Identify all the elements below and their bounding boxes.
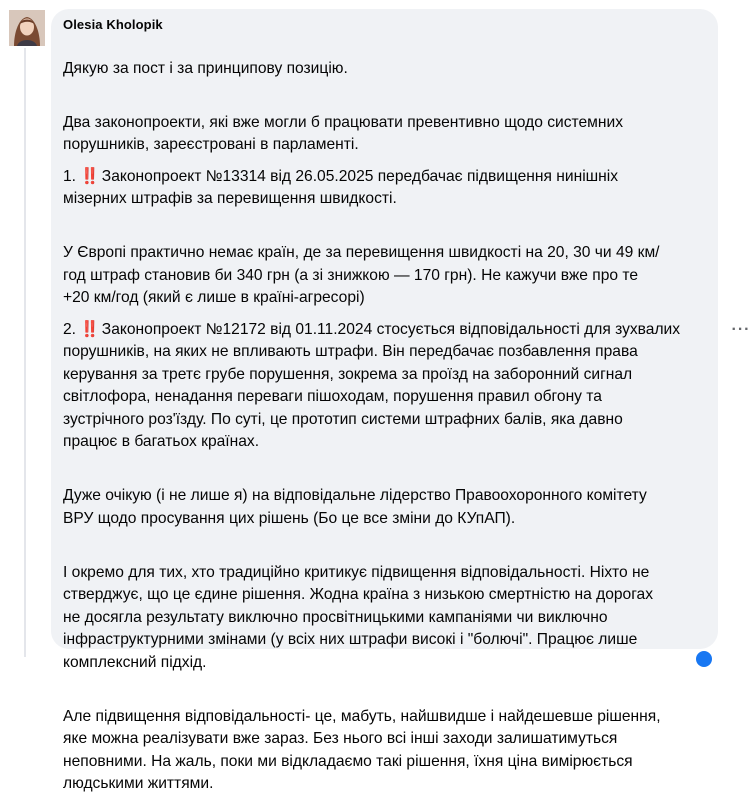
paragraph-text: Законопроект №13314 від 26.05.2025 передбачає підвищення нинішніх мізерних штрафів за перевищення швидкості. — [63, 167, 619, 207]
comment-bubble — [51, 9, 718, 792]
double-exclamation-icon: ‼️ — [80, 320, 97, 338]
double-exclamation-icon: ‼️ — [80, 167, 97, 185]
comment-paragraph — [63, 166, 706, 211]
thread-connector-line — [24, 48, 26, 657]
comment-paragraph — [63, 463, 706, 531]
paragraph-text: І окремо для тих, хто традиційно критикує підвищення відповідальності. Ніхто не стверджує, що це єдине рішення. Жодна країна з низькою смертністю на дорогах не досягла результату виключно просвітницькими кампаніями чи виключно інфраструктурними змінами (у всіх них штрафи високі і "болючі". Працює лише комплексний підхід. — [63, 563, 654, 671]
paragraph-text: Але підвищення відповідальності- це, мабуть, найшвидше і найдешевше рішення, яке можна реалізувати вже зараз. Без нього всі інші заходи залишатимуться неповними. На жаль, поки ми відкладаємо такі рішення, їхня ціна вимірюється людськими життями. — [63, 707, 661, 792]
paragraph-text: Дякую за пост і за принципову позицію. — [63, 59, 348, 77]
paragraph-text: Законопроект №12172 від 01.11.2024 стосується відповідальності для зухвалих порушників, на яких не впливають штрафи. Він передбачає позбавлення права керування за третє грубе порушення, зокрема за проїзд на заборонний сигнал світлофора, ненадання переваги пішоходам, порушення правил обгону та зустрічного роз'їзду. По суті, це прототип системи штрафних балів, яка давно працює в багатьох країнах. — [63, 320, 681, 450]
paragraph-text: Два законопроекти, які вже могли б працювати превентивно щодо системних порушників, зареєстровані в парламенті. — [63, 113, 624, 153]
comment-paragraph — [63, 220, 706, 310]
comment-author[interactable]: Olesia Kholopik — [63, 17, 163, 32]
comment-paragraph — [63, 319, 706, 454]
comment-paragraph — [63, 683, 706, 796]
reaction-icon[interactable] — [696, 651, 712, 667]
list-number: 1. — [63, 167, 77, 185]
paragraph-text: У Європі практично немає країн, де за перевищення швидкості на 20, 30 чи 49 км/ год штраф становив би 340 грн (а зі знижкою — 170 грн). Не кажучи вже про те +20 км/год (який є лише в країні-агресорі) — [63, 244, 660, 306]
paragraph-text: Дуже очікую (і не лише я) на відповідальне лідерство Правоохоронного комітету ВРУ щодо просування цих рішень (Бо це все зміни до КУпАП). — [63, 487, 647, 527]
comment-paragraph — [63, 35, 706, 80]
avatar-image — [9, 10, 45, 46]
comment-paragraph — [63, 539, 706, 674]
avatar[interactable] — [9, 10, 45, 46]
comment-paragraph — [63, 89, 706, 157]
list-number: 2. — [63, 320, 77, 338]
more-options-icon[interactable]: ··· — [731, 321, 751, 338]
